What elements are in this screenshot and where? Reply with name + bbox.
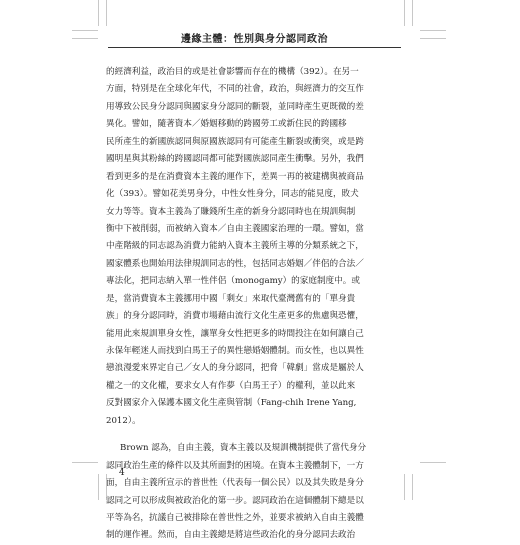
paragraph-1 bbox=[106, 64, 404, 430]
crop-mark-bottom-right bbox=[412, 474, 413, 500]
crop-mark-top-left bbox=[106, 0, 107, 26]
text-line: 戀浪漫愛來界定自己／女人的身分認同，把脅「韓劇」當成是屬於人 bbox=[106, 363, 364, 374]
crop-mark-top-right bbox=[420, 38, 446, 39]
crop-mark-bottom-left bbox=[72, 462, 98, 463]
text-line: 化（393）。譬如花美男身分，中性女性身分，同志的能見度，敗犬 bbox=[106, 189, 359, 200]
text-line: 2012）。 bbox=[106, 415, 141, 426]
text-line: 反對國家介入保護本國文化生產與管制（Fang-chih Irene Yang, bbox=[106, 398, 357, 409]
page-number: 4 bbox=[119, 468, 125, 478]
text-line: 是，當消費資本主義挪用中國「剩女」來取代臺灣舊有的「單身貴 bbox=[106, 293, 356, 304]
text-line: 女力等等。資本主義為了賺錢所生產的新身分認同時也在規訓與制 bbox=[106, 206, 356, 217]
text-line: 制的運作裡。然而，自由主義總是將這些政治化的身分認同去政治 bbox=[106, 530, 356, 541]
crop-mark-top-left bbox=[72, 38, 98, 39]
text-line: Brown 認為，自由主義，資本主義以及規訓機制提供了當代身分 bbox=[120, 443, 367, 454]
text-line: 用導致公民身分認同與國家身分認同的斷裂，並同時產生更既微的差 bbox=[106, 101, 364, 112]
text-line: 面，自由主義所宣示的普世性（代表每一個公民）以及其失敗是身分 bbox=[106, 478, 364, 489]
text-line: 族」的身分認同時，消費市場藉由流行文化生產更多的焦慮與恐懼， bbox=[106, 311, 364, 322]
text-line: 中產階級的同志認為消費力能納入資本主義所主導的分類系統之下， bbox=[106, 241, 364, 252]
crop-mark-top-right bbox=[404, 0, 405, 26]
text-line: 國家體系也開始用法律規訓同志的性，包括同志婚姻／伴侶的合法／ bbox=[106, 258, 364, 269]
text-line: 認同政治生產的條件以及其所面對的困境。在資本主義體制下，一方 bbox=[106, 460, 364, 471]
text-line: 平等為名，抗議自己被排除在普世性之外，並要求被納入自由主義體 bbox=[106, 512, 364, 523]
crop-mark-top-right bbox=[412, 0, 413, 26]
crop-mark-bottom-left bbox=[98, 474, 99, 500]
text-line: 看到更多的是在消費資本主義的運作下，差異一再的被建構與被商品 bbox=[106, 171, 364, 182]
text-line: 專法化，把同志納入單一性伴侶（monogamy）的家庭制度中。或 bbox=[106, 276, 360, 287]
text-line: 方面，特別是在全球化年代，不同的社會，政治，與經濟力的交互作 bbox=[106, 84, 364, 95]
text-line: 異化。譬如，隨著資本／婚姻移動的跨國勞工或新住民的跨國移 bbox=[106, 119, 347, 130]
text-line: 永保年輕迷人而找到白馬王子的異性戀婚姻體制。而女性，也以異性 bbox=[106, 346, 364, 356]
text-line: 民所產生的新國族認同與原國族認同有可能產生斷裂或衝突，或是跨 bbox=[106, 136, 364, 147]
crop-mark-top-left bbox=[72, 30, 98, 31]
crop-mark-bottom-right bbox=[420, 462, 446, 463]
crop-mark-bottom-right bbox=[404, 474, 405, 500]
text-line: 能用此來規訓單身女性，讓單身女性把更多的時間投注在如何讓自己 bbox=[106, 328, 364, 339]
text-line: 認同之可以形成與被政治化的第一步。認同政治在這個體制下總是以 bbox=[106, 495, 364, 506]
text-line: 權之一的文化權，要求女人有作夢（白馬王子）的權利，並以此來 bbox=[106, 380, 356, 391]
text-line: 的經濟利益，政治目的或是社會影響而存在的機構（392）。在另一 bbox=[106, 67, 359, 77]
body-text bbox=[106, 64, 404, 545]
crop-mark-top-right bbox=[420, 30, 446, 31]
text-line: 國明星與其粉絲的跨國認同都可能對國族認同產生衝擊。另外，我們 bbox=[106, 154, 364, 165]
crop-mark-top-left bbox=[98, 0, 99, 26]
paragraph-gap bbox=[106, 430, 404, 440]
text-line: 衡中下被削弱，而被納入資本／自由主義國家治理的一環。譬如，當 bbox=[106, 223, 364, 234]
header-rule bbox=[108, 47, 401, 48]
paragraph-2 bbox=[106, 440, 404, 545]
running-head: 邊緣主體：性別與身分認同政治 bbox=[181, 34, 328, 45]
